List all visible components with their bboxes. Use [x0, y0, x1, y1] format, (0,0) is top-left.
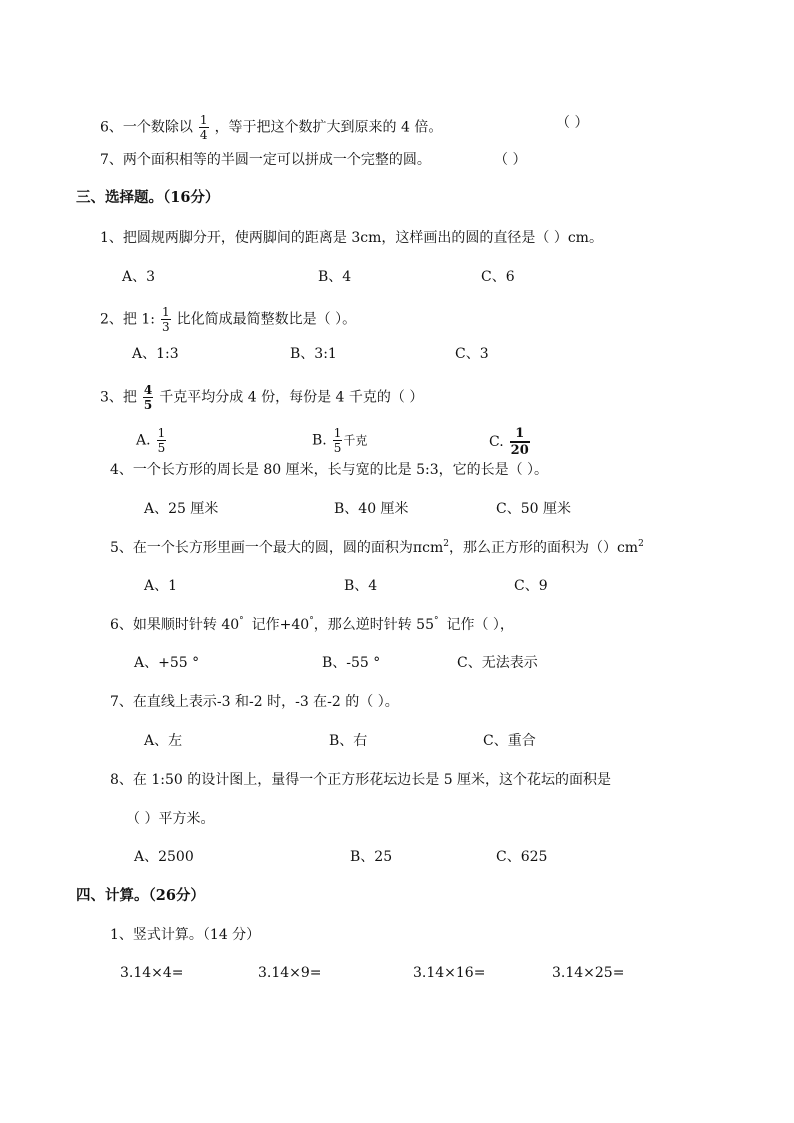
item-number: 7、: [100, 152, 123, 168]
answer-paren[interactable]: （ ）: [556, 115, 589, 131]
option-b[interactable]: B、3:1: [290, 346, 337, 362]
option-a[interactable]: A、+55 °: [134, 655, 200, 671]
fraction: $\frac{1}{20}$: [510, 426, 529, 458]
option-c[interactable]: C、625: [496, 849, 548, 865]
item-text: 两个面积相等的半圆一定可以拼成一个完整的圆。: [122, 152, 431, 168]
option-a[interactable]: A、25 厘米: [144, 501, 219, 517]
option-a[interactable]: A、1:3: [132, 346, 179, 362]
section-title-calc: 四、计算。（26分）: [76, 887, 205, 904]
option-a[interactable]: A、左: [144, 733, 183, 749]
option-c[interactable]: C、6: [481, 269, 515, 285]
choice-question-4: 4、一个长方形的周长是 80 厘米，长与宽的比是 5:3，它的长是（ ）。: [110, 462, 549, 478]
judge-item-7: [100, 150, 431, 170]
option-b[interactable]: B. $\frac{1}{5}$ 千克: [312, 426, 368, 455]
option-c[interactable]: C、无法表示: [457, 655, 538, 671]
option-a[interactable]: A. $\frac{1}{5}$: [136, 426, 166, 455]
item-number: 6、: [100, 119, 123, 136]
option-a[interactable]: A、2500: [134, 849, 194, 865]
calc-problem: 3.14×4=: [120, 965, 184, 981]
calc-problem: 3.14×9=: [258, 965, 322, 981]
option-b[interactable]: B、4: [344, 578, 378, 594]
calc-problem: 3.14×16=: [413, 965, 486, 981]
fraction: $\frac{1}{5}$: [333, 426, 342, 455]
option-b[interactable]: B、40 厘米: [334, 501, 409, 517]
calc-subtitle: 1、竖式计算。（14 分）: [110, 927, 261, 943]
fraction: $\frac{1}{5}$: [157, 426, 166, 455]
option-c[interactable]: C、50 厘米: [496, 501, 571, 517]
choice-question-7: 7、在直线上表示-3 和-2 时，-3 在-2 的（ ）。: [110, 694, 399, 710]
option-a[interactable]: A、3: [122, 269, 156, 285]
fraction: $\frac{1}{4}$: [199, 113, 208, 142]
choice-question-1: 1、把圆规两脚分开，使两脚间的距离是 3cm，这样画出的圆的直径是（ ）cm。: [100, 230, 603, 246]
choice-question-8-line2: （ ）平方米。: [126, 811, 215, 827]
choice-question-3: 3、把 $\frac{4}{5}$ 千克平均分成 4 份，每份是 4 千克的（ ）: [100, 383, 424, 412]
choice-question-5: 5、在一个长方形里画一个最大的圆，圆的面积为πcm$^2$，那么正方形的面积为$()cm^2$: [110, 539, 644, 556]
fraction: $\frac{4}{5}$: [143, 383, 153, 412]
option-b[interactable]: B、右: [329, 733, 368, 749]
item-text: 一个数除以: [122, 119, 193, 136]
option-b[interactable]: B、25: [350, 849, 393, 865]
fraction: $\frac{1}{3}$: [161, 305, 170, 334]
answer-paren[interactable]: （ ）: [494, 152, 527, 168]
choice-question-6: 6、如果顺时针转 40° 记作+40°，那么逆时针转 55° 记作（ ），: [110, 616, 514, 633]
option-c[interactable]: C. $\frac{1}{20}$: [489, 426, 529, 458]
option-c[interactable]: C、重合: [483, 733, 536, 749]
option-b[interactable]: B、-55 °: [322, 655, 381, 671]
judge-item-6: [100, 113, 442, 142]
item-text: ，等于把这个数扩大到原来的 4 倍。: [214, 119, 443, 136]
option-c[interactable]: C、9: [514, 578, 548, 594]
choice-question-2: 2、把 1: $\frac{1}{3}$ 比化简成最简整数比是（ ）。: [100, 305, 357, 334]
section-title-choice: 三、选择题。（16分）: [76, 189, 220, 206]
option-a[interactable]: A、1: [144, 578, 178, 594]
option-c[interactable]: C、3: [455, 346, 489, 362]
calc-problem: 3.14×25=: [552, 965, 625, 981]
choice-question-8: 8、在 1:50 的设计图上，量得一个正方形花坛边长是 5 厘米，这个花坛的面积是: [110, 772, 612, 788]
option-b[interactable]: B、4: [318, 269, 352, 285]
